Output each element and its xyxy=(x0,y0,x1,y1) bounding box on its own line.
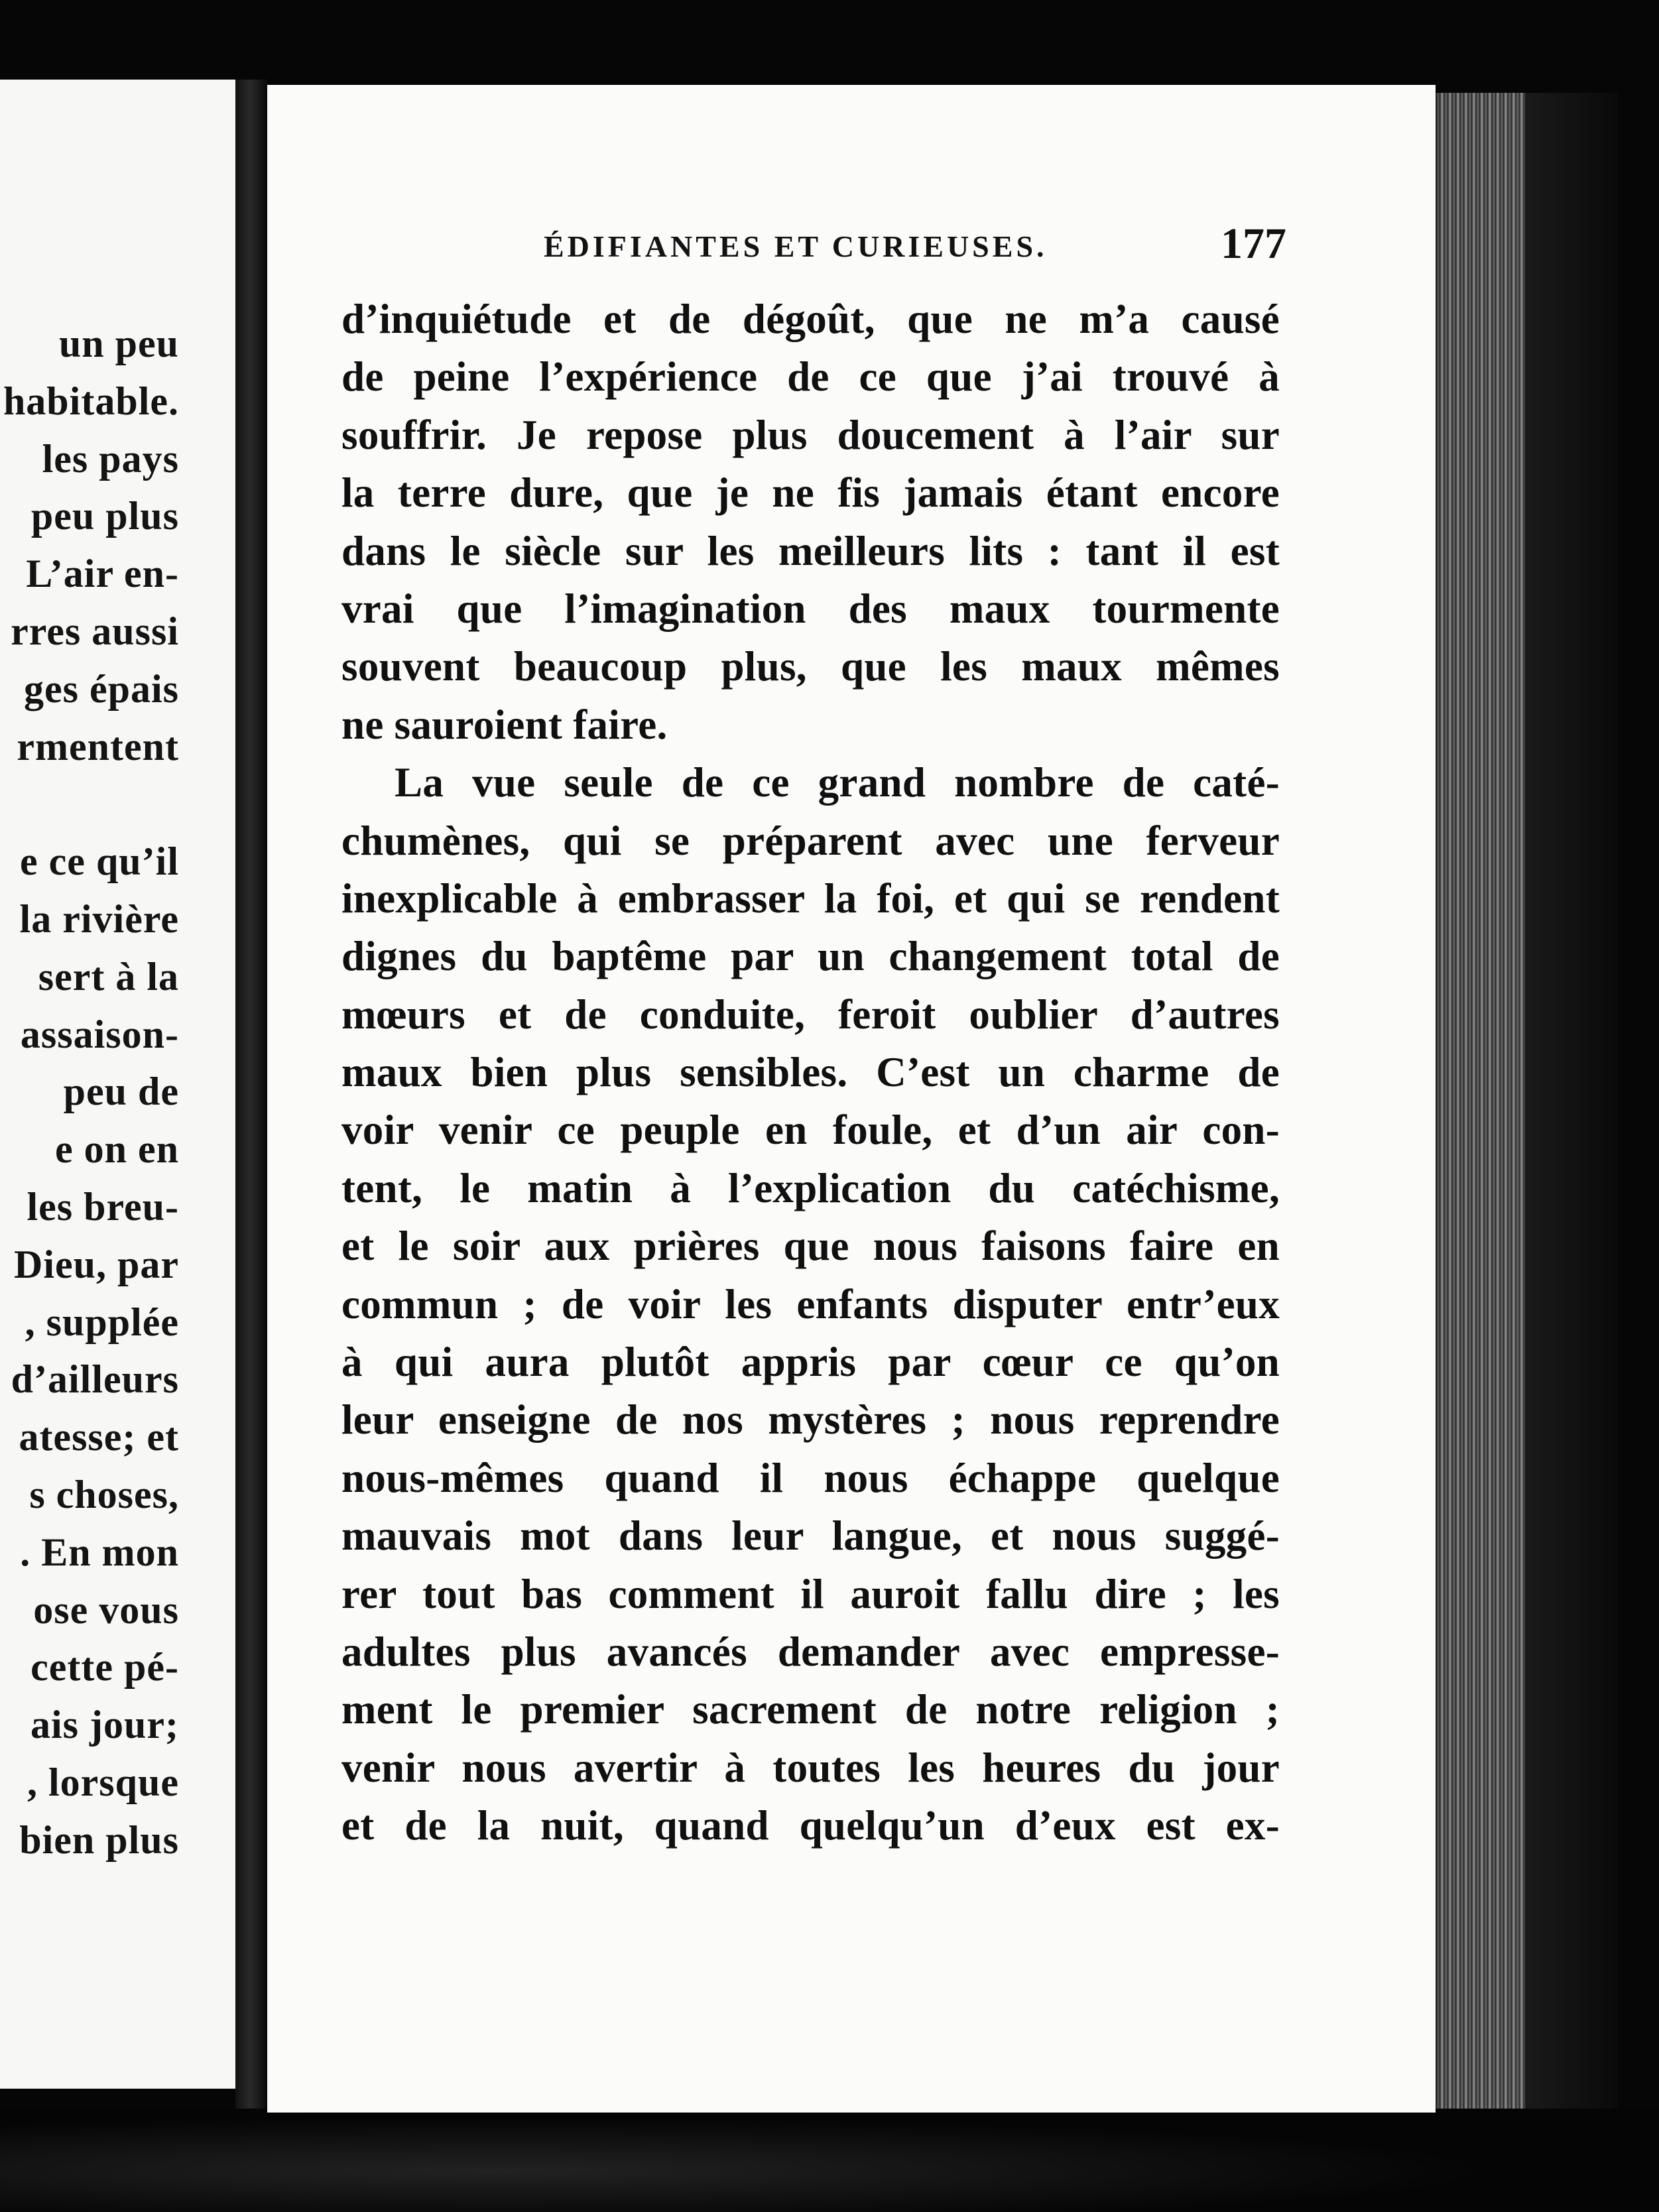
text-line: maux bien plus sensibles. C’est un charme de xyxy=(341,1049,1280,1096)
text-line: souvent beaucoup plus, que les maux mêmes xyxy=(341,643,1280,690)
left-text-line: , lorsque xyxy=(27,1760,179,1804)
left-text-line: ges épais xyxy=(24,666,179,711)
text-line: dans le siècle sur les meilleurs lits : tant il est xyxy=(341,527,1280,574)
text-line: et le soir aux prières que nous faisons faire en xyxy=(341,1223,1280,1270)
text-line: rer tout bas comment il auroit fallu dire ; les xyxy=(341,1570,1280,1617)
left-text-line: habitable. xyxy=(3,379,179,423)
text-line: mauvais mot dans leur langue, et nous suggé- xyxy=(341,1512,1280,1560)
text-line: dignes du baptême par un changement total de xyxy=(341,933,1280,980)
text-line: souffrir. Je repose plus doucement à l’air sur xyxy=(341,411,1280,458)
left-text-line: les breu- xyxy=(27,1184,179,1229)
text-line: nous-mêmes quand il nous échappe quelque xyxy=(341,1454,1280,1501)
text-line: La vue seule de ce grand nombre de caté- xyxy=(395,759,1280,806)
left-page xyxy=(0,80,237,2089)
left-text-line: d’ailleurs xyxy=(11,1357,179,1402)
left-text-line: un peu xyxy=(58,322,179,365)
text-line: mœurs et de conduite, feroit oublier d’autres xyxy=(341,991,1280,1038)
text-line: tent, le matin à l’explication du catéchisme, xyxy=(341,1164,1280,1211)
left-text-line: la rivière xyxy=(19,896,179,941)
text-line: leur enseigne de nos mystères ; nous reprendre xyxy=(341,1396,1280,1444)
left-text-line: , supplée xyxy=(25,1300,179,1344)
left-text-line: Dieu, par xyxy=(14,1242,179,1286)
text-line: de peine l’expérience de ce que j’ai trouvé à xyxy=(341,353,1280,400)
text-line: adultes plus avancés demander avec empresse- xyxy=(341,1628,1280,1675)
text-line: commun ; de voir les enfants disputer entr’eux xyxy=(341,1280,1280,1327)
page-block-edge xyxy=(1432,93,1525,2115)
left-text-line: bien plus xyxy=(19,1817,179,1862)
text-line: chumènes, qui se préparent avec une ferveur xyxy=(341,817,1280,864)
text-line: venir nous avertir à toutes les heures du jour xyxy=(341,1744,1280,1791)
text-line: voir venir ce peuple en foule, et d’un air con- xyxy=(341,1107,1280,1154)
left-text-line: rres aussi xyxy=(11,609,179,653)
left-text-line: . En mon xyxy=(20,1530,179,1574)
left-text-line: e ce qu’il xyxy=(20,839,179,884)
text-line: ment le premier sacrement de notre religion ; xyxy=(341,1686,1280,1733)
text-line: vrai que l’imagination des maux tourmente xyxy=(341,585,1280,632)
text-line: d’inquiétude et de dégoût, que ne m’a causé xyxy=(341,296,1280,342)
left-text-line: assaison- xyxy=(20,1012,179,1056)
bottom-shadow xyxy=(0,2109,1659,2212)
left-text-line: cette pé- xyxy=(31,1645,179,1690)
left-page-text xyxy=(0,315,179,1869)
text-line: la terre dure, que je ne fis jamais étant encore xyxy=(341,469,1280,517)
left-text-line: peu de xyxy=(63,1070,179,1114)
text-line: ne sauroient faire. xyxy=(341,701,668,748)
left-text-line: peu plus xyxy=(31,494,179,538)
body-text xyxy=(341,290,1280,1855)
book-gutter xyxy=(235,80,267,2109)
book-cover-edge xyxy=(1525,93,1618,2115)
left-text-line: e on en xyxy=(55,1127,179,1172)
text-line: et de la nuit, quand quelqu’un d’eux est ex- xyxy=(341,1802,1280,1849)
text-line: à qui aura plutôt appris par cœur ce qu’on xyxy=(341,1339,1280,1386)
text-line: inexplicable à embrasser la foi, et qui se rendent xyxy=(341,875,1280,922)
left-text-line: atesse; et xyxy=(19,1415,179,1459)
running-head: ÉDIFIANTES ET CURIEUSES. xyxy=(544,229,1048,263)
left-text-line: L’air en- xyxy=(26,552,179,596)
left-text-line: ose vous xyxy=(33,1587,179,1632)
left-text-line: les pays xyxy=(42,436,179,481)
left-text-line: rmentent xyxy=(17,724,179,768)
left-text-line: s choses, xyxy=(29,1472,179,1516)
left-text-line: sert à la xyxy=(38,954,179,999)
left-text-line xyxy=(0,775,179,833)
page-number: 177 xyxy=(1221,219,1286,268)
left-text-line: ais jour; xyxy=(31,1703,179,1747)
